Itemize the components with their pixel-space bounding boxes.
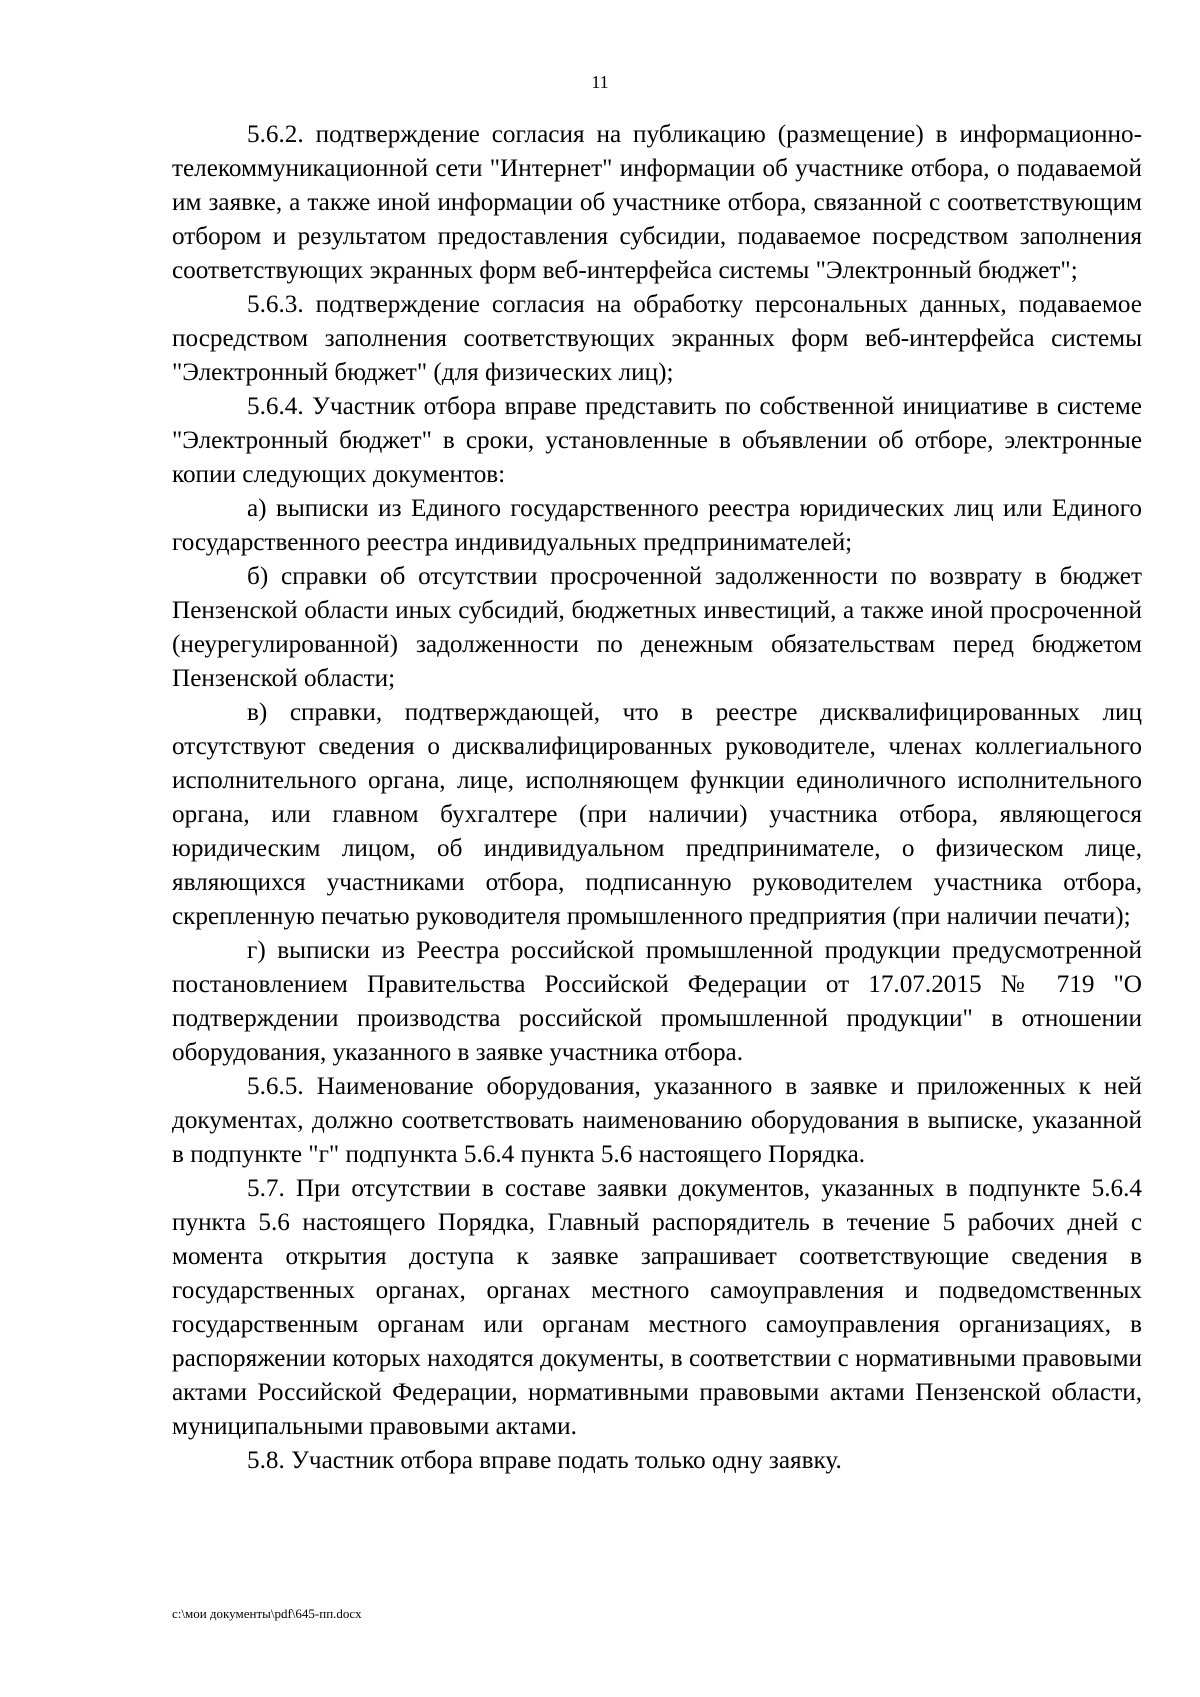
paragraph-item-b: б) справки об отсутствии просроченной задолженности по возврату в бюджет Пензенской области иных субсидий, бюджетных инвестиций, а также иной просроченной (неурегулированной) задолженности по денежным обязательствам перед бюджетом Пензенской области; xyxy=(172,563,1142,692)
paragraph-item-g: г) выписки из Реестра российской промышленной продукции предусмотренной постановлением Правительства Российской Федерации от 17.07.2015 № 719 "О подтверждении производства российской промышленной продукции" в отношении оборудования, указанного в заявке участника отбора. xyxy=(172,937,1142,1066)
paragraph-5-6-3: 5.6.3. подтверждение согласия на обработку персональных данных, подаваемое посредством заполнения соответствующих экранных форм веб-интерфейса системы "Электронный бюджет" (для физических лиц); xyxy=(172,291,1142,386)
paragraph-5-6-5: 5.6.5. Наименование оборудования, указанного в заявке и приложенных к ней документах, должно соответствовать наименованию оборудования в выписке, указанной в подпункте "г" подпункта 5.6.4 пункта 5.6 настоящего Порядка. xyxy=(172,1073,1142,1168)
paragraph-item-v: в) справки, подтверждающей, что в реестре дисквалифицированных лиц отсутствуют сведения о дисквалифицированных руководителе, членах коллегиального исполнительного органа, лице, исполняющем функции единоличного исполнительного органа, или главном бухгалтере (при наличии) участника отбора, являющегося юридическим лицом, об индивидуальном предпринимателе, о физическом лице, являющихся участниками отбора, подписанную руководителем участника отбора, скрепленную печатью руководителя промышленного предприятия (при наличии печати); xyxy=(172,699,1142,930)
paragraph-5-6-4: 5.6.4. Участник отбора вправе представить по собственной инициативе в системе "Электронный бюджет" в сроки, установленные в объявлении об отборе, электронные копии следующих документов: xyxy=(172,393,1142,488)
paragraph-item-a: а) выписки из Единого государственного реестра юридических лиц или Единого государственного реестра индивидуальных предпринимателей; xyxy=(172,495,1142,556)
document-body xyxy=(172,118,1142,1478)
paragraph-5-6-2: 5.6.2. подтверждение согласия на публикацию (размещение) в информационно-телекоммуникационной сети "Интернет" информации об участнике отбора, о подаваемой им заявке, а также иной информации об участнике отбора, связанной с соответствующим отбором и результатом предоставления субсидии, подаваемое посредством заполнения соответствующих экранных форм веб-интерфейса системы "Электронный бюджет"; xyxy=(172,121,1142,284)
footer-file-path: c:\мои документы\pdf\645-пп.docx xyxy=(172,1606,362,1621)
page-number: 11 xyxy=(591,72,609,92)
paragraph-5-8: 5.8. Участник отбора вправе подать только одну заявку. xyxy=(247,1447,842,1474)
paragraph-5-7: 5.7. При отсутствии в составе заявки документов, указанных в подпункте 5.6.4 пункта 5.6 настоящего Порядка, Главный распорядитель в течение 5 рабочих дней с момента открытия доступа к заявке запрашивает соответствующие сведения в государственных органах, органах местного самоуправления и подведомственных государственным органам или органам местного самоуправления организациях, в распоряжении которых находятся документы, в соответствии с нормативными правовыми актами Российской Федерации, нормативными правовыми актами Пензенской области, муниципальными правовыми актами. xyxy=(172,1175,1142,1440)
